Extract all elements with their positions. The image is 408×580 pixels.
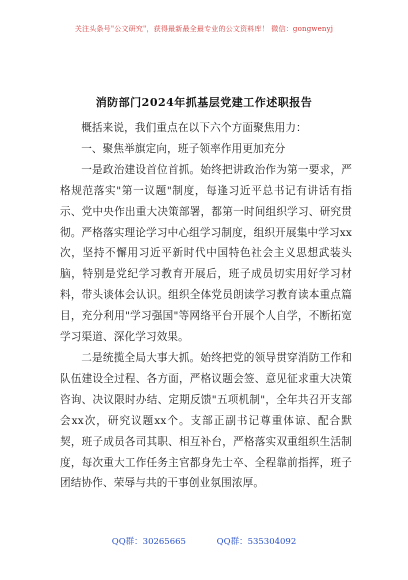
paragraph-overall-leadership: 二是统揽全局大事大抓。始终把党的领导贯穿消防工作和队伍建设全过程、各方面，严格议题会签、意见征求重大决策咨询、决议限时办结、定期反馈"五项机制"，全年共召开支部会xx次，研究议题xx个。支部正副书记尊重体谅、配合默契，班子成员各司其职、相互补台，严格落实双重组织生活制度，每次重大工作任务主官都身先士卒、全程靠前指挥，班子团结协作、荣辱与共的干事创业氛围浓厚。 [60,351,352,490]
document-title: 消防部门2024年抓基层党建工作述职报告 [95,96,313,109]
document-body [60,118,352,494]
section-heading-1: 一、聚焦举旗定向，班子领率作用更加充分 [81,142,286,155]
paragraph-political-building: 一是政治建设首位首抓。始终把讲政治作为第一要求，严格规范落实"第一议题"制度，每逢习近平总书记有讲话有指示、党中央作出重大决策部署，都第一时间组织学习、研究贯彻。严格落实理论学习中心组学习制度，组织开展集中学习xx次，坚持不懈用习近平新时代中国特色社会主义思想武装头脑，特别是党纪学习教育开展后，班子成员切实用好学习材料，带头谈体会认识。组织全体党员朗读学习教育读本重点篇目，充分利用"学习强国"等网络平台开展个人自学，不断拓宽学习渠道、深化学习效果。 [60,163,352,344]
qq-group-1: QQ群：30265665 [111,537,186,547]
paragraph-intro: 概括来说，我们重点在以下六个方面聚焦用力： [81,122,307,134]
header-banner: 关注头条号"公文研究"，获得最新最全最专业的公文资料库！ 微信：gongwenyj [74,25,334,33]
qq-group-2: QQ群：535304092 [216,537,297,547]
footer-contact [0,535,408,547]
